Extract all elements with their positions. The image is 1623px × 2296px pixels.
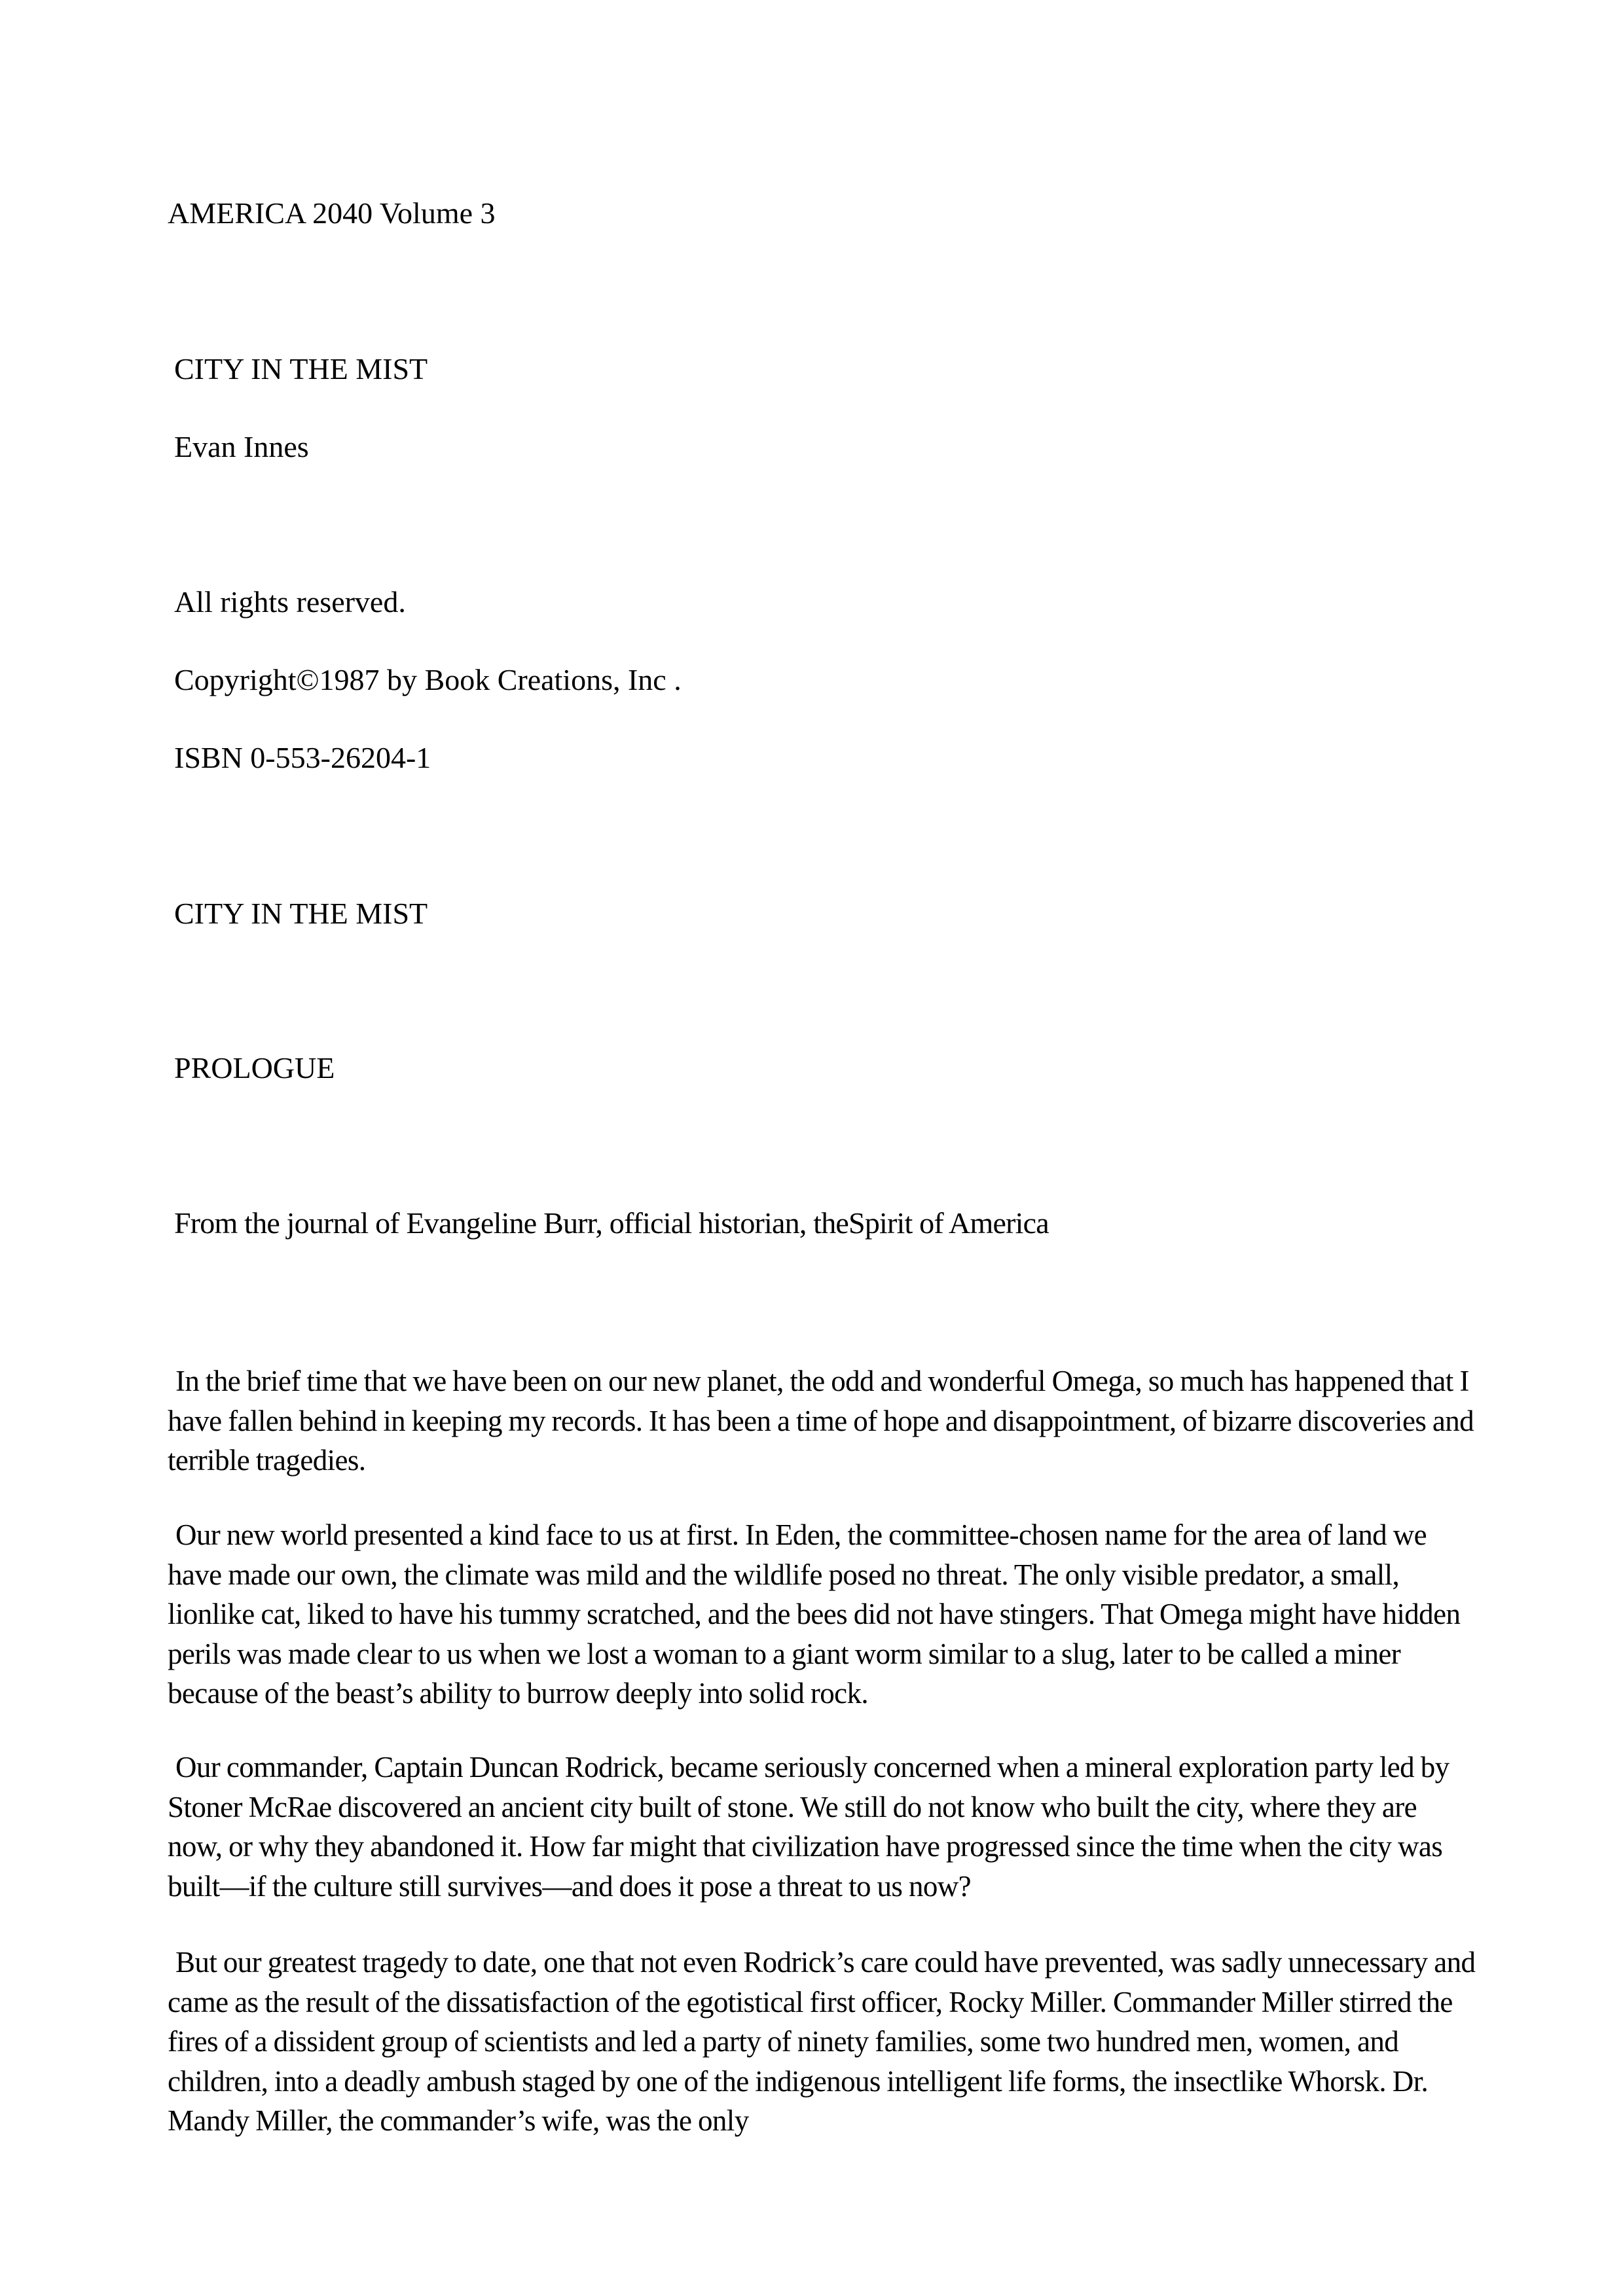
isbn-line: ISBN 0-553-26204-1 [174,741,431,774]
series-title: AMERICA 2040 Volume 3 [168,196,496,230]
body-paragraph [168,1515,1477,1713]
book-title-repeat: CITY IN THE MIST [174,897,428,930]
paragraph-text: In the brief time that we have been on our new planet, the odd and wonderful Omega, so much has happened that I have fallen behind in keeping my records. It has been a time of hope and disappointment, of bizarre discoveries and terrible tragedies. [168,1365,1474,1477]
body-paragraph [168,1748,1477,1906]
copyright-line: Copyright©1987 by Book Creations, Inc . [174,663,682,696]
prologue-heading: PROLOGUE [174,1051,335,1085]
paragraph-text: Our commander, Captain Duncan Rodrick, became seriously concerned when a mineral exploration party led by Stoner McRae discovered an ancient city built of stone. We still do not know who built the city, where they are now, or why they abandoned it. How far might that civilization have progressed since the time when the city was built—if the culture still survives—and does it pose a threat to us now? [168,1751,1450,1903]
author-name: Evan Innes [174,430,309,463]
paragraph-text: But our greatest tragedy to date, one that not even Rodrick’s care could have prevented, was sadly unnecessary and came as the result of the dissatisfaction of the egotistical first officer, Rocky Miller. Commander Miller stirred the fires of a dissident group of scientists and led a party of ninety families, some two hundred men, women, and children, into a deadly ambush staged by one of the indigenous intelligent life forms, the insectlike Whorsk. Dr. Mandy Miller, the commander’s wife, was the only [168,1946,1476,2137]
paragraph-text: Our new world presented a kind face to us at first. In Eden, the committee-chosen name for the area of land we have made our own, the climate was mild and the wildlife posed no threat. The only visible predator, a small, lionlike cat, liked to have his tummy scratched, and the bees did not have stingers. That Omega might have hidden perils was made clear to us when we lost a woman to a giant worm similar to a slug, later to be called a miner because of the beast’s ability to burrow deeply into solid rock. [168,1518,1461,1710]
rights-notice: All rights reserved. [174,585,406,619]
journal-source: From the journal of Evangeline Burr, official historian, theSpirit of America [174,1206,1049,1240]
body-paragraph [168,1361,1477,1480]
book-title: CITY IN THE MIST [174,352,428,386]
body-paragraph [168,1943,1477,2141]
